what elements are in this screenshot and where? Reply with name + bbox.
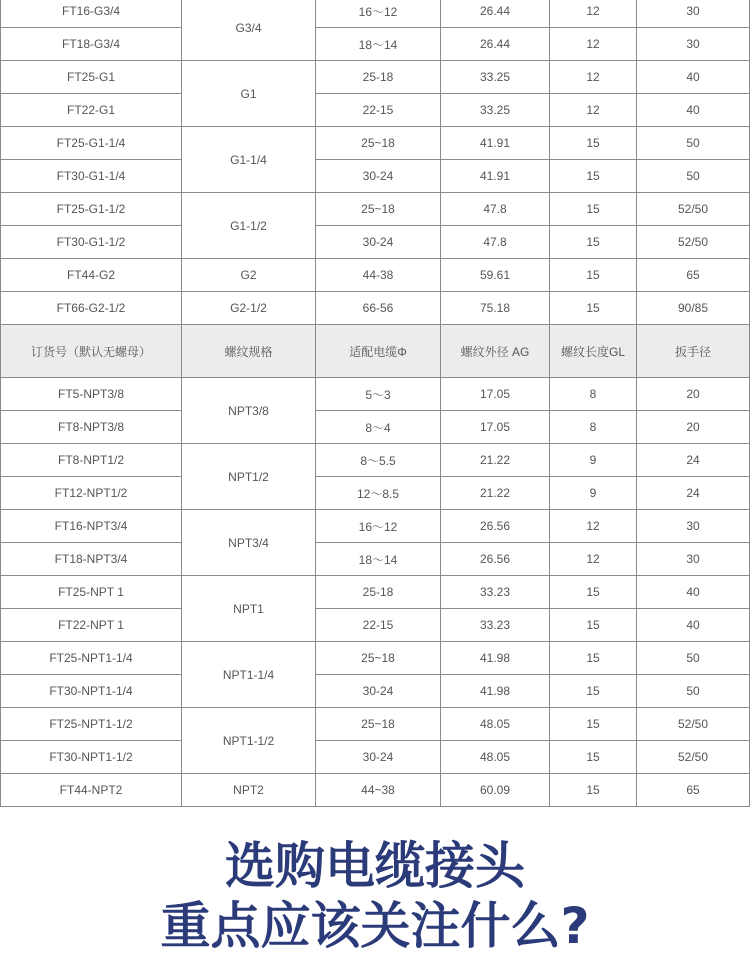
thread-spec-cell: NPT1 — [182, 576, 316, 642]
thread-spec-cell: NPT1-1/4 — [182, 642, 316, 708]
thread-length-cell: 8 — [550, 378, 637, 411]
table-row — [1, 94, 750, 127]
wrench-size-cell: 30 — [637, 0, 750, 28]
table-row — [1, 411, 750, 444]
cable-range-cell: 25-18 — [316, 576, 441, 609]
thread-length-cell: 12 — [550, 0, 637, 28]
thread-spec-cell: G1-1/2 — [182, 193, 316, 259]
thread-od-cell: 41.91 — [441, 127, 550, 160]
thread-length-cell: 15 — [550, 675, 637, 708]
wrench-size-cell: 20 — [637, 378, 750, 411]
section-heading — [0, 836, 750, 956]
thread-length-cell: 12 — [550, 543, 637, 576]
order-number-cell: FT22-G1 — [1, 94, 182, 127]
thread-od-cell: 47.8 — [441, 226, 550, 259]
wrench-size-cell: 30 — [637, 28, 750, 61]
thread-od-cell: 41.91 — [441, 160, 550, 193]
table-row — [1, 28, 750, 61]
thread-od-cell: 48.05 — [441, 741, 550, 774]
table-row — [1, 543, 750, 576]
table-row — [1, 0, 750, 28]
heading-line-2: 重点应该关注什么? — [160, 897, 590, 955]
thread-od-cell: 75.18 — [441, 292, 550, 325]
order-number-cell: FT5-NPT3/8 — [1, 378, 182, 411]
table-row — [1, 576, 750, 609]
table-row — [1, 642, 750, 675]
table-row — [1, 444, 750, 477]
table-row — [1, 127, 750, 160]
wrench-size-cell: 50 — [637, 642, 750, 675]
thread-od-cell: 26.56 — [441, 510, 550, 543]
order-number-cell: FT30-NPT1-1/4 — [1, 675, 182, 708]
order-number-cell: FT25-G1-1/4 — [1, 127, 182, 160]
heading-line-1: 选购电缆接头 — [225, 837, 525, 895]
order-number-cell: FT30-G1-1/2 — [1, 226, 182, 259]
table-row — [1, 774, 750, 807]
thread-od-cell: 17.05 — [441, 411, 550, 444]
thread-length-cell: 15 — [550, 160, 637, 193]
thread-spec-cell: NPT1-1/2 — [182, 708, 316, 774]
wrench-size-cell: 90/85 — [637, 292, 750, 325]
thread-length-cell: 9 — [550, 444, 637, 477]
order-number-cell: FT16-NPT3/4 — [1, 510, 182, 543]
wrench-size-cell: 65 — [637, 259, 750, 292]
thread-od-cell: 60.09 — [441, 774, 550, 807]
wrench-size-cell: 40 — [637, 94, 750, 127]
thread-length-cell: 9 — [550, 477, 637, 510]
column-header: 螺纹规格 — [182, 325, 316, 378]
cable-range-cell: 18～14 — [316, 28, 441, 61]
thread-od-cell: 59.61 — [441, 259, 550, 292]
cable-range-cell: 25~18 — [316, 193, 441, 226]
cable-range-cell: 25~18 — [316, 708, 441, 741]
thread-od-cell: 33.23 — [441, 576, 550, 609]
cable-range-cell: 25-18 — [316, 61, 441, 94]
table-row — [1, 259, 750, 292]
thread-od-cell: 33.23 — [441, 609, 550, 642]
thread-length-cell: 15 — [550, 741, 637, 774]
thread-length-cell: 15 — [550, 127, 637, 160]
thread-od-cell: 33.25 — [441, 94, 550, 127]
wrench-size-cell: 50 — [637, 675, 750, 708]
table-row — [1, 675, 750, 708]
wrench-size-cell: 30 — [637, 510, 750, 543]
thread-od-cell: 21.22 — [441, 444, 550, 477]
cable-range-cell: 44-38 — [316, 259, 441, 292]
thread-length-cell: 15 — [550, 193, 637, 226]
thread-length-cell: 12 — [550, 510, 637, 543]
thread-length-cell: 15 — [550, 576, 637, 609]
cable-range-cell: 22-15 — [316, 94, 441, 127]
wrench-size-cell: 65 — [637, 774, 750, 807]
table-row — [1, 477, 750, 510]
thread-od-cell: 26.56 — [441, 543, 550, 576]
order-number-cell: FT66-G2-1/2 — [1, 292, 182, 325]
thread-spec-cell: G1-1/4 — [182, 127, 316, 193]
thread-length-cell: 15 — [550, 292, 637, 325]
cable-range-cell: 12～8.5 — [316, 477, 441, 510]
thread-spec-cell: G1 — [182, 61, 316, 127]
table-row — [1, 160, 750, 193]
thread-length-cell: 12 — [550, 94, 637, 127]
order-number-cell: FT30-NPT1-1/2 — [1, 741, 182, 774]
cable-range-cell: 16～12 — [316, 0, 441, 28]
thread-spec-cell: G2-1/2 — [182, 292, 316, 325]
thread-length-cell: 15 — [550, 774, 637, 807]
table-row — [1, 378, 750, 411]
column-header: 螺纹外径 AG — [441, 325, 550, 378]
thread-length-cell: 15 — [550, 609, 637, 642]
thread-od-cell: 41.98 — [441, 642, 550, 675]
table-row — [1, 193, 750, 226]
order-number-cell: FT30-G1-1/4 — [1, 160, 182, 193]
wrench-size-cell: 50 — [637, 127, 750, 160]
wrench-size-cell: 40 — [637, 61, 750, 94]
thread-od-cell: 48.05 — [441, 708, 550, 741]
table-row — [1, 609, 750, 642]
wrench-size-cell: 52/50 — [637, 741, 750, 774]
thread-length-cell: 8 — [550, 411, 637, 444]
wrench-size-cell: 50 — [637, 160, 750, 193]
thread-spec-cell: NPT2 — [182, 774, 316, 807]
cable-range-cell: 5～3 — [316, 378, 441, 411]
order-number-cell: FT44-G2 — [1, 259, 182, 292]
order-number-cell: FT25-NPT1-1/2 — [1, 708, 182, 741]
order-number-cell: FT12-NPT1/2 — [1, 477, 182, 510]
table-row — [1, 741, 750, 774]
wrench-size-cell: 24 — [637, 477, 750, 510]
table-row — [1, 61, 750, 94]
order-number-cell: FT18-NPT3/4 — [1, 543, 182, 576]
table-row — [1, 292, 750, 325]
wrench-size-cell: 52/50 — [637, 226, 750, 259]
thread-length-cell: 15 — [550, 259, 637, 292]
wrench-size-cell: 52/50 — [637, 193, 750, 226]
order-number-cell: FT25-G1 — [1, 61, 182, 94]
column-header: 螺纹长度GL — [550, 325, 637, 378]
thread-length-cell: 15 — [550, 226, 637, 259]
thread-od-cell: 47.8 — [441, 193, 550, 226]
thread-spec-cell: G2 — [182, 259, 316, 292]
order-number-cell: FT25-NPT 1 — [1, 576, 182, 609]
cable-range-cell: 30-24 — [316, 226, 441, 259]
wrench-size-cell: 40 — [637, 576, 750, 609]
wrench-size-cell: 20 — [637, 411, 750, 444]
table-row — [1, 226, 750, 259]
wrench-size-cell: 24 — [637, 444, 750, 477]
thread-length-cell: 15 — [550, 642, 637, 675]
thread-od-cell: 33.25 — [441, 61, 550, 94]
thread-spec-cell: NPT1/2 — [182, 444, 316, 510]
cable-range-cell: 30-24 — [316, 675, 441, 708]
column-header: 扳手径 — [637, 325, 750, 378]
thread-od-cell: 17.05 — [441, 378, 550, 411]
cable-range-cell: 30-24 — [316, 741, 441, 774]
cable-range-cell: 30-24 — [316, 160, 441, 193]
spec-table-body — [1, 0, 750, 807]
thread-od-cell: 41.98 — [441, 675, 550, 708]
thread-spec-cell: NPT3/4 — [182, 510, 316, 576]
column-header: 适配电缆Φ — [316, 325, 441, 378]
thread-length-cell: 15 — [550, 708, 637, 741]
cable-range-cell: 16～12 — [316, 510, 441, 543]
thread-spec-cell: G3/4 — [182, 0, 316, 61]
thread-od-cell: 26.44 — [441, 28, 550, 61]
thread-length-cell: 12 — [550, 61, 637, 94]
thread-spec-cell: NPT3/8 — [182, 378, 316, 444]
column-header: 订货号（默认无螺母） — [1, 325, 182, 378]
order-number-cell: FT44-NPT2 — [1, 774, 182, 807]
wrench-size-cell: 30 — [637, 543, 750, 576]
order-number-cell: FT25-G1-1/2 — [1, 193, 182, 226]
table-header-row — [1, 325, 750, 378]
cable-range-cell: 44~38 — [316, 774, 441, 807]
order-number-cell: FT8-NPT1/2 — [1, 444, 182, 477]
thread-od-cell: 21.22 — [441, 477, 550, 510]
order-number-cell: FT16-G3/4 — [1, 0, 182, 28]
cable-range-cell: 18～14 — [316, 543, 441, 576]
order-number-cell: FT18-G3/4 — [1, 28, 182, 61]
thread-length-cell: 12 — [550, 28, 637, 61]
order-number-cell: FT8-NPT3/8 — [1, 411, 182, 444]
cable-range-cell: 22-15 — [316, 609, 441, 642]
order-number-cell: FT22-NPT 1 — [1, 609, 182, 642]
thread-od-cell: 26.44 — [441, 0, 550, 28]
wrench-size-cell: 40 — [637, 609, 750, 642]
order-number-cell: FT25-NPT1-1/4 — [1, 642, 182, 675]
wrench-size-cell: 52/50 — [637, 708, 750, 741]
table-row — [1, 708, 750, 741]
cable-range-cell: 8～4 — [316, 411, 441, 444]
cable-range-cell: 25~18 — [316, 127, 441, 160]
cable-range-cell: 66-56 — [316, 292, 441, 325]
cable-range-cell: 8～5.5 — [316, 444, 441, 477]
cable-range-cell: 25~18 — [316, 642, 441, 675]
table-row — [1, 510, 750, 543]
